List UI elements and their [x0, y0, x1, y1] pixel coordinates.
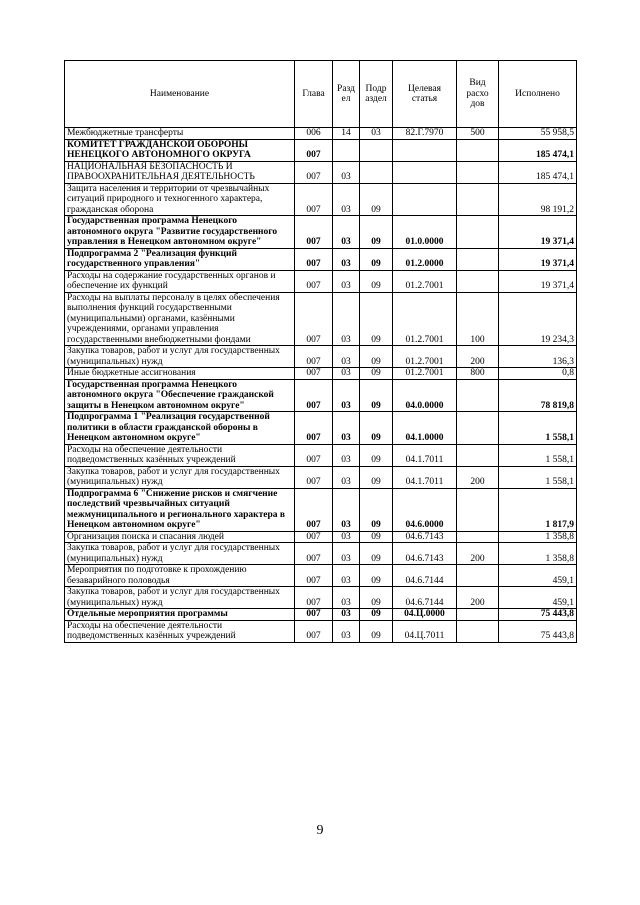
row-glava: 007 — [295, 620, 333, 642]
row-value: 185 474,1 — [499, 161, 577, 183]
row-glava: 007 — [295, 379, 333, 412]
row-razdel: 03 — [333, 216, 360, 249]
row-glava: 007 — [295, 368, 333, 380]
row-podrazdel: 03 — [360, 128, 393, 140]
row-statya: 01.2.0000 — [393, 248, 457, 270]
row-value: 19 371,4 — [499, 216, 577, 249]
table-header-row — [65, 61, 577, 128]
row-statya: 04.6.0000 — [393, 488, 457, 531]
row-value: 75 443,8 — [499, 620, 577, 642]
row-value: 0,8 — [499, 368, 577, 380]
row-glava: 007 — [295, 270, 333, 292]
row-name: КОМИТЕТ ГРАЖДАНСКОЙ ОБОРОНЫ НЕНЕЦКОГО АВТОНОМНОГО ОКРУГА — [65, 139, 295, 161]
row-statya: 04.6.7143 — [393, 543, 457, 565]
row-vid — [457, 161, 499, 183]
row-glava: 007 — [295, 183, 333, 216]
row-statya: 04.1.7011 — [393, 444, 457, 466]
row-statya: 04.6.7144 — [393, 565, 457, 587]
table-row — [65, 216, 577, 249]
row-name: Подпрограмма 6 "Снижение рисков и смягчение последствий чрезвычайных ситуаций межмуниципального и регионального характера в Ненецком автономном округе" — [65, 488, 295, 531]
row-podrazdel: 09 — [360, 620, 393, 642]
row-razdel: 03 — [333, 368, 360, 380]
row-podrazdel: 09 — [360, 565, 393, 587]
table-row — [65, 270, 577, 292]
row-value: 459,1 — [499, 565, 577, 587]
row-statya: 82.Г.7970 — [393, 128, 457, 140]
row-podrazdel: 09 — [360, 609, 393, 621]
row-glava: 007 — [295, 444, 333, 466]
row-value: 1 358,8 — [499, 543, 577, 565]
table-row — [65, 609, 577, 621]
row-vid: 200 — [457, 346, 499, 368]
row-name: Расходы на обеспечение деятельности подведомственных казённых учреждений — [65, 620, 295, 642]
row-name: Межбюджетные трансферты — [65, 128, 295, 140]
row-value: 136,3 — [499, 346, 577, 368]
header-vid: Вид расхо дов — [457, 61, 499, 128]
row-podrazdel: 09 — [360, 248, 393, 270]
row-podrazdel — [360, 161, 393, 183]
row-value: 1 358,8 — [499, 531, 577, 543]
row-vid — [457, 183, 499, 216]
row-glava: 007 — [295, 488, 333, 531]
row-statya: 04.1.0000 — [393, 412, 457, 445]
row-glava: 006 — [295, 128, 333, 140]
row-statya: 01.2.7001 — [393, 368, 457, 380]
row-value: 75 443,8 — [499, 609, 577, 621]
row-statya: 04.Ц.7011 — [393, 620, 457, 642]
row-name: Организация поиска и спасания людей — [65, 531, 295, 543]
row-glava: 007 — [295, 609, 333, 621]
table-row — [65, 346, 577, 368]
row-razdel: 03 — [333, 183, 360, 216]
row-statya: 01.0.0000 — [393, 216, 457, 249]
row-vid: 200 — [457, 466, 499, 488]
row-razdel: 03 — [333, 292, 360, 346]
row-razdel: 03 — [333, 161, 360, 183]
row-podrazdel: 09 — [360, 412, 393, 445]
row-name: Мероприятия по подготовке к прохождению безаварийного половодья — [65, 565, 295, 587]
row-statya: 01.2.7001 — [393, 270, 457, 292]
row-vid: 200 — [457, 543, 499, 565]
table-row — [65, 488, 577, 531]
table-row — [65, 565, 577, 587]
row-podrazdel: 09 — [360, 543, 393, 565]
row-vid — [457, 620, 499, 642]
table-row — [65, 587, 577, 609]
row-statya: 01.2.7001 — [393, 346, 457, 368]
row-value: 19 234,3 — [499, 292, 577, 346]
row-statya: 04.6.7144 — [393, 587, 457, 609]
table-row — [65, 128, 577, 140]
row-podrazdel: 09 — [360, 379, 393, 412]
table-row — [65, 543, 577, 565]
row-podrazdel: 09 — [360, 216, 393, 249]
table-row — [65, 139, 577, 161]
row-vid — [457, 379, 499, 412]
row-statya: 04.1.7011 — [393, 466, 457, 488]
row-podrazdel: 09 — [360, 587, 393, 609]
budget-execution-table — [64, 60, 577, 643]
row-name: Государственная программа Ненецкого автономного округа "Развитие государственного управления в Ненецком автономном округе" — [65, 216, 295, 249]
row-podrazdel: 09 — [360, 183, 393, 216]
row-razdel: 03 — [333, 466, 360, 488]
row-podrazdel: 09 — [360, 368, 393, 380]
table-row — [65, 161, 577, 183]
row-vid — [457, 531, 499, 543]
row-podrazdel: 09 — [360, 270, 393, 292]
table-row — [65, 368, 577, 380]
table-row — [65, 531, 577, 543]
row-razdel: 03 — [333, 531, 360, 543]
row-razdel: 03 — [333, 543, 360, 565]
row-razdel: 03 — [333, 346, 360, 368]
row-razdel: 03 — [333, 609, 360, 621]
row-value: 19 371,4 — [499, 270, 577, 292]
row-statya: 04.6.7143 — [393, 531, 457, 543]
row-value: 1 558,1 — [499, 466, 577, 488]
header-podrazdel: Подр аздел — [360, 61, 393, 128]
row-glava: 007 — [295, 346, 333, 368]
header-value: Исполнено — [499, 61, 577, 128]
table-row — [65, 466, 577, 488]
header-statya: Целевая статья — [393, 61, 457, 128]
row-value: 459,1 — [499, 587, 577, 609]
row-statya — [393, 161, 457, 183]
row-name: Государственная программа Ненецкого автономного округа "Обеспечение гражданской защиты в Ненецком автономном округе" — [65, 379, 295, 412]
row-statya: 04.0.0000 — [393, 379, 457, 412]
row-razdel: 03 — [333, 587, 360, 609]
row-name: Закупка товаров, работ и услуг для государственных (муниципальных) нужд — [65, 346, 295, 368]
table-row — [65, 412, 577, 445]
row-podrazdel: 09 — [360, 531, 393, 543]
row-value: 19 371,4 — [499, 248, 577, 270]
row-name: НАЦИОНАЛЬНАЯ БЕЗОПАСНОСТЬ И ПРАВООХРАНИТЕЛЬНАЯ ДЕЯТЕЛЬНОСТЬ — [65, 161, 295, 183]
row-vid — [457, 412, 499, 445]
table-row — [65, 248, 577, 270]
header-name: Наименование — [65, 61, 295, 128]
table-row — [65, 620, 577, 642]
row-name: Иные бюджетные ассигнования — [65, 368, 295, 380]
row-name: Отдельные мероприятия программы — [65, 609, 295, 621]
row-vid: 800 — [457, 368, 499, 380]
row-razdel: 14 — [333, 128, 360, 140]
row-name: Защита населения и территории от чрезвычайных ситуаций природного и техногенного характера, гражданская оборона — [65, 183, 295, 216]
row-glava: 007 — [295, 565, 333, 587]
row-vid — [457, 139, 499, 161]
row-name: Закупка товаров, работ и услуг для государственных (муниципальных) нужд — [65, 543, 295, 565]
row-razdel: 03 — [333, 620, 360, 642]
row-podrazdel — [360, 139, 393, 161]
row-razdel: 03 — [333, 379, 360, 412]
row-value: 98 191,2 — [499, 183, 577, 216]
row-glava: 007 — [295, 543, 333, 565]
table-row — [65, 183, 577, 216]
row-podrazdel: 09 — [360, 292, 393, 346]
row-razdel — [333, 139, 360, 161]
row-glava: 007 — [295, 531, 333, 543]
page-number: 9 — [316, 823, 324, 838]
row-name: Расходы на содержание государственных органов и обеспечение их функций — [65, 270, 295, 292]
row-razdel: 03 — [333, 444, 360, 466]
row-value: 78 819,8 — [499, 379, 577, 412]
row-razdel: 03 — [333, 248, 360, 270]
row-vid — [457, 488, 499, 531]
row-name: Подпрограмма 2 "Реализация функций государственного управления" — [65, 248, 295, 270]
row-vid — [457, 216, 499, 249]
row-vid — [457, 444, 499, 466]
row-name: Подпрограмма 1 "Реализация государственной политики в области гражданской обороны в Ненецком автономном округе" — [65, 412, 295, 445]
header-razdel: Разд ел — [333, 61, 360, 128]
row-statya — [393, 139, 457, 161]
row-name: Расходы на обеспечение деятельности подведомственных казённых учреждений — [65, 444, 295, 466]
row-value: 1 817,9 — [499, 488, 577, 531]
row-razdel: 03 — [333, 270, 360, 292]
row-vid — [457, 248, 499, 270]
row-vid: 200 — [457, 587, 499, 609]
row-razdel: 03 — [333, 412, 360, 445]
row-glava: 007 — [295, 248, 333, 270]
row-vid — [457, 609, 499, 621]
row-vid — [457, 270, 499, 292]
row-vid: 500 — [457, 128, 499, 140]
row-vid: 100 — [457, 292, 499, 346]
row-glava: 007 — [295, 161, 333, 183]
row-glava: 007 — [295, 466, 333, 488]
header-glava: Глава — [295, 61, 333, 128]
row-glava: 007 — [295, 587, 333, 609]
row-name: Расходы на выплаты персоналу в целях обеспечения выполнения функций государственными (муниципальными) органами, казёнными учреждениями, органами управления государственными внебюджетными фондами — [65, 292, 295, 346]
row-name: Закупка товаров, работ и услуг для государственных (муниципальных) нужд — [65, 587, 295, 609]
row-glava: 007 — [295, 292, 333, 346]
row-statya — [393, 183, 457, 216]
row-value: 55 958,5 — [499, 128, 577, 140]
row-podrazdel: 09 — [360, 488, 393, 531]
row-value: 1 558,1 — [499, 444, 577, 466]
row-glava: 007 — [295, 139, 333, 161]
row-podrazdel: 09 — [360, 444, 393, 466]
row-razdel: 03 — [333, 488, 360, 531]
row-glava: 007 — [295, 216, 333, 249]
row-podrazdel: 09 — [360, 466, 393, 488]
table-row — [65, 444, 577, 466]
row-value: 185 474,1 — [499, 139, 577, 161]
table-row — [65, 379, 577, 412]
row-glava: 007 — [295, 412, 333, 445]
row-statya: 04.Ц.0000 — [393, 609, 457, 621]
row-name: Закупка товаров, работ и услуг для государственных (муниципальных) нужд — [65, 466, 295, 488]
row-razdel: 03 — [333, 565, 360, 587]
row-statya: 01.2.7001 — [393, 292, 457, 346]
row-vid — [457, 565, 499, 587]
table-row — [65, 292, 577, 346]
row-value: 1 558,1 — [499, 412, 577, 445]
row-podrazdel: 09 — [360, 346, 393, 368]
